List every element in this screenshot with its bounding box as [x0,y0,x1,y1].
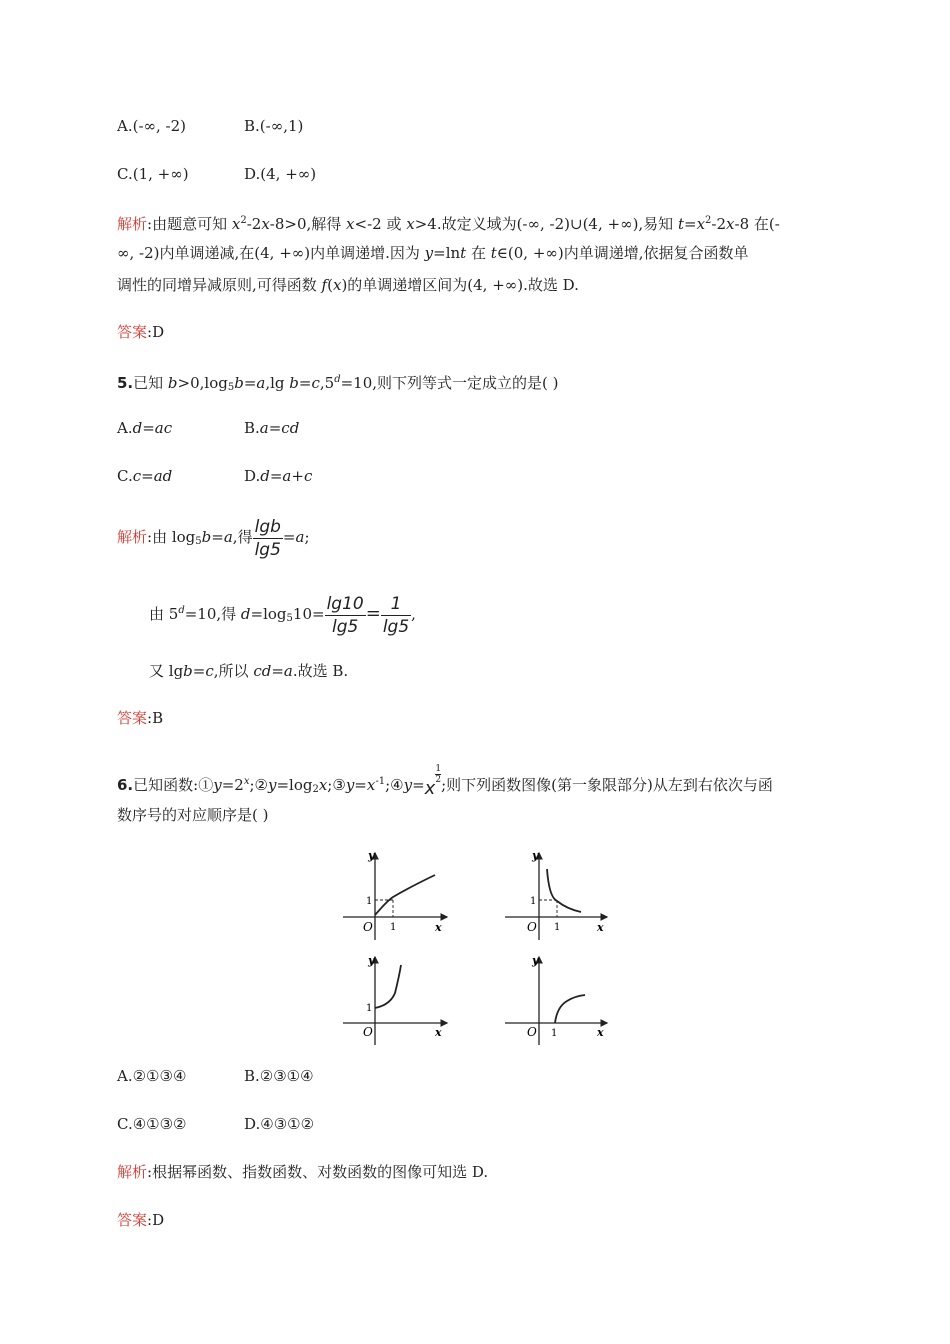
q4-analysis-line-2 [117,243,749,263]
text: ,lg [265,374,290,392]
text: = [271,662,284,680]
numerator: 1 [435,764,442,774]
var: y [424,244,434,262]
text: 又 lg [149,662,184,680]
var: x [332,276,342,294]
text: -8>0,解得 [269,215,347,233]
q4-option-b: B.(-∞,1) [244,117,304,135]
text: <-2 或 [354,215,407,233]
one-label: 1 [551,1028,558,1039]
q6-option-c: C.④①③② [117,1115,187,1133]
text: :由 log [147,528,196,546]
denominator: lg5 [254,539,281,560]
var: x [406,215,415,233]
q4-answer [117,322,164,342]
var: x [424,778,436,799]
fraction-lg10-over-lg5 [325,593,366,638]
var: cd [253,662,272,680]
q4-analysis-label: 解析 [117,215,148,233]
one-label: 1 [530,896,537,907]
q6-graphs-figure [335,845,625,1050]
text: 在 [466,244,491,262]
value: d=ac [132,419,173,437]
var: y [267,776,277,794]
origin-label: O [527,920,537,934]
q5-option-a [117,418,172,438]
denominator: lg5 [331,616,359,637]
value: c=ad [132,467,173,485]
q6-option-b: B.②③①④ [244,1067,314,1085]
var: c [205,662,214,680]
fraction-1-over-lg5 [381,593,411,638]
x-label: x [435,921,442,934]
text: =log [250,605,287,623]
q5-answer [117,708,163,728]
one-label: 1 [554,922,561,933]
y-label: y [532,849,539,862]
text: = [298,374,312,392]
text: , [411,605,416,623]
var: b [167,374,178,392]
one-label: 1 [366,1003,373,1014]
text: 10= [292,605,325,623]
var: a [283,662,293,680]
var: c [311,374,320,392]
fraction-lgb-over-lg5 [253,516,283,561]
var: b [183,662,193,680]
curve [375,875,435,915]
label: D. [244,467,261,485]
x-label: x [435,1026,442,1039]
q5-analysis-line-1 [117,512,310,567]
label: C. [117,467,133,485]
text: ;④ [385,776,404,794]
var: a [295,528,305,546]
text: = [282,528,296,546]
curve [375,965,401,1008]
question-number: 5. [117,374,134,392]
label: A. [117,419,133,437]
var: x [696,215,706,233]
text: .故选 B. [292,662,349,680]
label: B. [244,419,260,437]
text: -2 [246,215,262,233]
sub: 5 [227,382,235,393]
q5-answer-label: 答案 [117,709,148,727]
var: b [289,374,299,392]
sub: 5 [286,613,293,624]
var: a [223,528,233,546]
text: = [354,776,367,794]
text: = [192,662,206,680]
var: x [366,776,376,794]
text: -8 在(- [734,215,780,233]
equals: = [365,603,381,624]
q5-stem [117,370,559,398]
origin-label: O [527,1025,537,1039]
q4-analysis-line-1 [117,211,780,234]
answer-value: :D [147,323,165,341]
q5-option-b [244,418,299,438]
text: = [243,374,257,392]
graph-1 [343,849,447,940]
question-number: 6. [117,776,134,794]
var: y [213,776,222,794]
text: ,5 [319,374,335,392]
text: 调性的同增异减原则,可得函数 [117,276,322,294]
var: y [403,776,413,794]
q6-option-a: A.②①③④ [117,1067,187,1085]
curve [555,995,585,1023]
x-label: x [597,921,604,934]
one-label: 1 [390,922,397,933]
text: 已知 [133,374,168,392]
q6-analysis-label: 解析 [117,1163,148,1181]
var: x [346,215,355,233]
q4-analysis-line-3 [117,275,579,295]
text: ( [327,276,333,294]
var: b [234,374,244,392]
x-label: x [597,1026,604,1039]
sub: 5 [195,536,202,547]
q5-analysis-label: 解析 [117,528,148,546]
var: x [318,776,328,794]
value: d=a+c [260,467,313,485]
q6-answer [117,1210,164,1230]
y-label: y [368,954,375,967]
numerator: 1 [381,593,411,616]
q5-analysis-line-2 [149,586,416,644]
sup: 2 [705,215,712,226]
curve [547,869,581,912]
text: =10,得 [184,605,241,623]
text: ∈(0, +∞)内单调递增,依据复合函数单 [496,244,749,262]
y-label: y [368,849,375,862]
var: f [321,276,328,294]
text: 由 5 [149,605,179,623]
text: ∞, -2)内单调递减,在(4, +∞)内单调递增.因为 [117,244,425,262]
answer-value: :B [147,709,164,727]
numerator: lg10 [326,593,364,614]
graph-2 [505,849,607,940]
q6-stem-line-2: 数序号的对应顺序是( ) [117,806,269,824]
var: t [490,244,497,262]
q6-option-d: D.④③①② [244,1115,315,1133]
q5-analysis-line-3 [149,661,348,681]
sup: 2 [240,215,247,226]
value: a=cd [259,419,300,437]
text: ;③ [327,776,346,794]
q4-answer-label: 答案 [117,323,148,341]
text: -2 [711,215,727,233]
var: t [460,244,467,262]
answer-value: :D [147,1211,165,1229]
text: >0,log [177,374,228,392]
q5-option-c [117,466,172,486]
var: b [201,528,212,546]
text: = [211,528,224,546]
text: ,得 [232,528,253,546]
text: :由题意可知 [147,215,232,233]
text: ; [304,528,310,546]
q6-answer-label: 答案 [117,1211,148,1229]
q6-stem-line-1 [117,764,773,800]
text: =log [276,776,313,794]
text: ;则下列函数图像(第一象限部分)从左到右依次与函 [441,776,773,794]
q4-option-d: D.(4, +∞) [244,165,317,183]
text: =ln [433,244,461,262]
text: = [412,776,425,794]
text: 已知函数:① [133,776,214,794]
var: x [261,215,270,233]
one-label: 1 [366,896,373,907]
var: t [677,215,684,233]
origin-label: O [363,920,373,934]
text: ,所以 [213,662,254,680]
sup: d [334,374,341,385]
q6-analysis [117,1162,488,1182]
sup: x [243,776,250,787]
text: >4.故定义域为(-∞, -2)∪(4, +∞),易知 [414,215,678,233]
var: d [240,605,251,623]
text: =10,则下列等式一定成立的是( ) [340,374,559,392]
var: x [231,215,241,233]
text: )的单调递增区间为(4, +∞).故选 D. [341,276,579,294]
q4-option-c: C.(1, +∞) [117,165,189,183]
origin-label: O [363,1025,373,1039]
var: x [726,215,735,233]
analysis-text: :根据幂函数、指数函数、对数函数的图像可知选 D. [147,1163,489,1181]
text: =2 [221,776,244,794]
graph-4 [505,954,607,1045]
graph-3 [343,954,447,1045]
var: a [256,374,266,392]
sup: -1 [375,776,386,787]
denominator: lg5 [382,616,410,637]
y-label: y [532,954,539,967]
sup: d [178,605,185,616]
text: ;② [249,776,268,794]
q5-option-d [244,466,312,486]
denominator: 2 [435,775,442,785]
sub: 2 [312,784,319,795]
q4-option-a: A.(-∞, -2) [117,117,187,135]
numerator: lgb [253,516,283,539]
var: y [345,776,355,794]
text: = [683,215,697,233]
